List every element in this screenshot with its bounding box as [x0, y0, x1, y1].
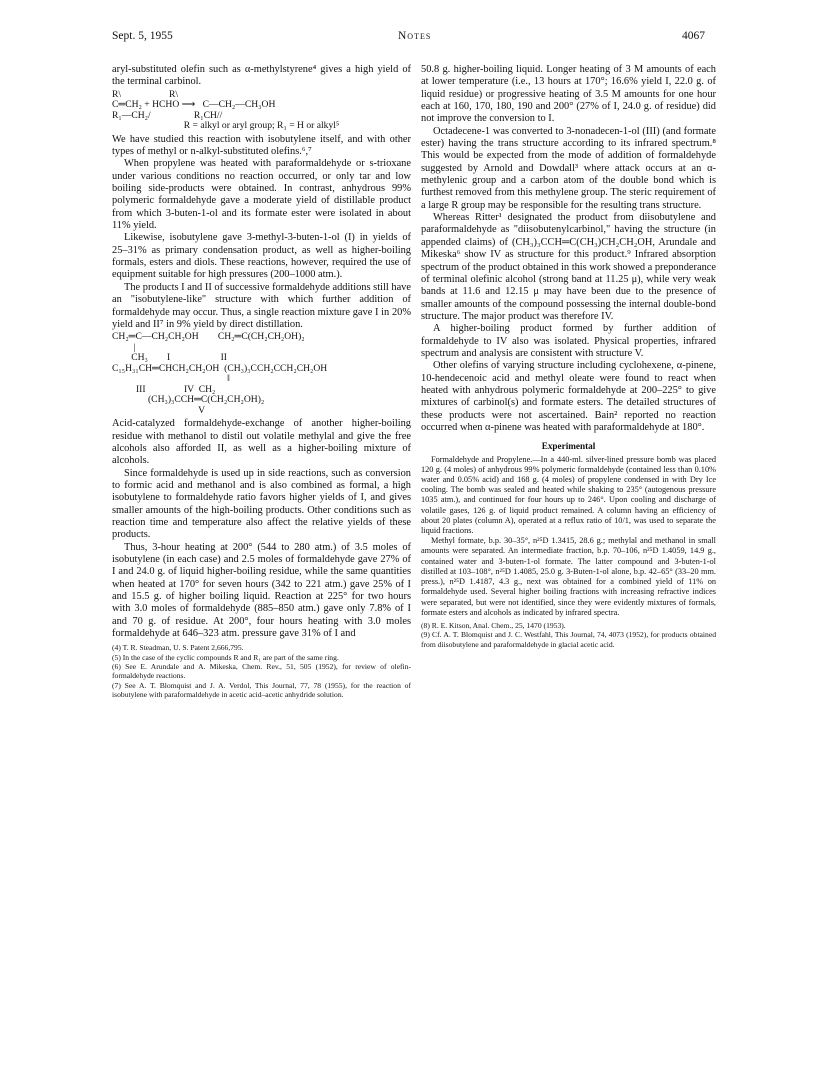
experimental-section: [421, 455, 716, 618]
paragraph: aryl-substituted olefin such as α-methylstyrene⁴ gives a high yield of the terminal carbinol.: [112, 64, 411, 88]
footnotes: [421, 621, 716, 649]
equation-line: ‖: [112, 373, 230, 385]
paragraph: Thus, 3-hour heating at 200° (544 to 280 atm.) of 3.5 moles of isobutylene (in each case) and 2.5 moles of formaldehyde gave 27% of I and 24.0 g. of liquid higher-boiling residue, while the same quantities when heated at 170° for seven hours (342 to 221 atm.) gave 25% of I and 15.5 g. of higher boiling liquid. Reaction at 225° for two hours with 3.0 moles of formaldehyde (885–850 atm.) gave only 7.8% of I and 70 g. of residue. At 200°, four hours heating with 3.0 moles formaldehyde at 646–323 atm. pressure gave 31% of I and: [112, 541, 411, 640]
reaction-scheme: [112, 90, 411, 132]
paragraph: 50.8 g. higher-boiling liquid. Longer heating of 3 M amounts of each at lower temperature (i.e., 13 hours at 170°; 16.6% yield I, 22.0 g. of liquid residue) or progressive heating of 3.5 M amounts for one hour each at 160, 170, 180, 190 and 200° (27% of I, 24.0 g. of residue) did not improve the conversion to I.: [421, 64, 716, 125]
paragraph: Methyl formate, b.p. 30–35°, n²⁵D 1.3415, 28.6 g.; methylal and methanol in small amounts were separated. An intermediate fraction, b.p. 70–106, n²⁵D 1.4059, 14.9 g., contained water and 3-buten-1-ol formate. The latter compound and 3-buten-1-ol distilled at 103–108°, n²⁵D 1.4085, 25.0 g. 3-Buten-1-ol alone, b.p. 42–65° (33–20 mm. press.), n²⁵D 1.4187, 4.3 g., next was obtained for a combined yield of 11% on formaldehyde used. Several higher boiling fractions with increasing refractive indices were separated, but were not identified, since they were evidently mixtures of formals, formate esters and alcohols as indicated by infrared spectra.: [421, 536, 716, 617]
equation-line: (CH₃)₃CCH═C(CH₂CH₂OH)₂: [112, 394, 265, 406]
footnote: (6) See E. Arundale and A. Mikeska, Chem. Rev., 51, 505 (1952), for review of olefin-formaldehyde reactions.: [112, 661, 411, 681]
footnote: (8) R. E. Kitson, Anal. Chem., 25, 1470 (1953).: [421, 620, 566, 630]
paragraph: A higher-boiling product formed by further addition of formaldehyde to IV also was isolated. Physical properties, infrared spectrum and analysis are consistent with structure V.: [421, 323, 716, 359]
paragraph: Since formaldehyde is used up in side reactions, such as conversion to formic acid and methanol and is also combined as formal, a high isobutylene to formaldehyde ratio favors higher yields of I, and gives smaller amounts of the high-boiling products. Other conditions such as reaction time and temperature also affect the relative yields of these products.: [112, 467, 411, 541]
footnote: (9) Cf. A. T. Blomquist and J. C. Westfahl, This Journal, 74, 4073 (1952), for products obtained from diisobutylene and paraformaldehyde in glacial acetic acid.: [421, 630, 716, 649]
equation-line: |: [112, 341, 136, 353]
paragraph: Acid-catalyzed formaldehyde-exchange of another higher-boiling residue with methanol to distil out volatile methylal and give the free alcohols also afforded II, as well as a higher-boiling mixture of alcohols.: [112, 418, 411, 467]
equation-line: C═CH₂ + HCHO ⟶ C—CH₂—CH₃OH: [112, 99, 276, 111]
footnote: (7) See A. T. Blomquist and J. A. Verdol, This Journal, 77, 78 (1955), for the reaction of isobutylene with paraformaldehyde in acetic acid–acetic anhydride solution.: [112, 680, 411, 699]
running-header: [0, 30, 827, 46]
footnote: (4) T. R. Steadman, U. S. Patent 2,666,795.: [112, 643, 244, 653]
equation-line: V: [112, 404, 206, 416]
paragraph: Whereas Ritter¹ designated the product from diisobutylene and paraformaldehyde as "diisobutenylcarbinol," having the structure (in appended claims) of (CH₃)₃CCH═C(CH₃)CH₂CH₂OH, Arundale and Mikeska⁶ show IV as structure for this product.⁹ Infrared absorption spectrum of the product obtained in this work showed a preponderance of terminal olefinic alcohol (strong band at 11.25 μ), while very weak bands at 11.6 and 12.15 μ may have been due to the presence of smaller amounts of the compound possessing the internal double-bond structure. The major product was therefore IV.: [421, 212, 716, 322]
left-column: [112, 64, 411, 699]
structure-formulas: [112, 332, 411, 416]
equation-line: R\ R\: [112, 88, 179, 100]
paragraph: Likewise, isobutylene gave 3-methyl-3-buten-1-ol (I) in yields of 25–31% as primary condensation product, as well as higher-boiling formals, esters and diols. These reactions, however, required the use of equipment suitable for high pressures (200–1000 atm.).: [112, 232, 411, 281]
paragraph: Formaldehyde and Propylene.—In a 440-ml. silver-lined pressure bomb was placed 120 g. (4 moles) of anhydrous 99% polymeric formaldehyde (contained less than 0.10% water and 0.05% acid) and 168 g. (4 moles) of propylene condensed in with Dry Ice cooling. The bomb was sealed and heated while shaking to 235° (autogenous pressure 1035 atm.), and continued for four hours up to 246°. Upon cooling and discharge of volatile gases, 126 g. of liquid product remained. A column having an efficiency of about 20 plates (column A), operated at a reflux ratio of 10/1, was used to separate the liquid fractions.: [421, 454, 716, 536]
equation-line: C₁₅H₃₁CH═CHCH₂CH₂OH (CH₃)₃CCH₂CCH₂CH₂OH: [112, 362, 328, 374]
equation-line: CH₃ I II: [112, 352, 227, 364]
header-journal-section: Notes: [398, 30, 432, 42]
footnotes: [112, 643, 411, 699]
right-column: [421, 64, 716, 649]
section-heading: Experimental: [541, 441, 596, 452]
paragraph: Octadecene-1 was converted to 3-nonadecen-1-ol (III) (and formate ester) having the trans structure according to its infrared spectrum.⁸ This would be expected from the mode of addition of formaldehyde suggested by Arnold and Dowdall³ where attack occurs at an α-methylenic group and a carbon atom of the double bond which is furthest removed from this methylene group. The steric requirement of a large R group may be responsible for the resulting trans structure.: [421, 125, 716, 211]
equation-line: CH₂═C—CH₂CH₂OH CH₂═C(CH₂CH₂OH)₂: [112, 331, 305, 343]
paragraph: The products I and II of successive formaldehyde additions still have an "isobutylene-like" structure with which further addition of formaldehyde may occur. Thus, a single reaction mixture gave I in 20% yield and II⁷ in 9% yield by direct distillation.: [112, 281, 411, 330]
equation-line: III IV CH₂: [112, 383, 216, 395]
paragraph: When propylene was heated with paraformaldehyde or s-trioxane under various conditions no reaction occurred, or only tar and low boiling side-products were obtained. In contrast, anhydrous 99% polymeric formaldehyde gave a moderate yield of distillable product from which 3-buten-1-ol and its formate ester were isolated in about 11% yield.: [112, 158, 411, 232]
header-page-number: 4067: [682, 30, 705, 42]
footnote: (5) In the case of the cyclic compounds R and R₁ are part of the same ring.: [112, 652, 339, 662]
equation-caption: R = alkyl or aryl group; R₁ = H or alkyl⁵: [183, 120, 340, 132]
paragraph: We have studied this reaction with isobutylene itself, and with other types of methyl or n-alkyl-substituted olefins.⁶,⁷: [112, 133, 411, 158]
equation-line: R₁—CH₂/ R₁CH//: [112, 109, 223, 121]
paragraph: Other olefins of varying structure including cyclohexene, α-pinene, 10-hendecenoic acid and methyl oleate were found to react when heated with anhydrous polymeric formaldehyde at 200–225° to give mixtures of carbinol(s) and formate esters. The detailed structures of these products were not ascertained. Bain² reported no reaction occurred when α-pinene was heated with paraformaldehyde at 180°.: [421, 360, 716, 433]
header-date: Sept. 5, 1955: [112, 30, 173, 42]
